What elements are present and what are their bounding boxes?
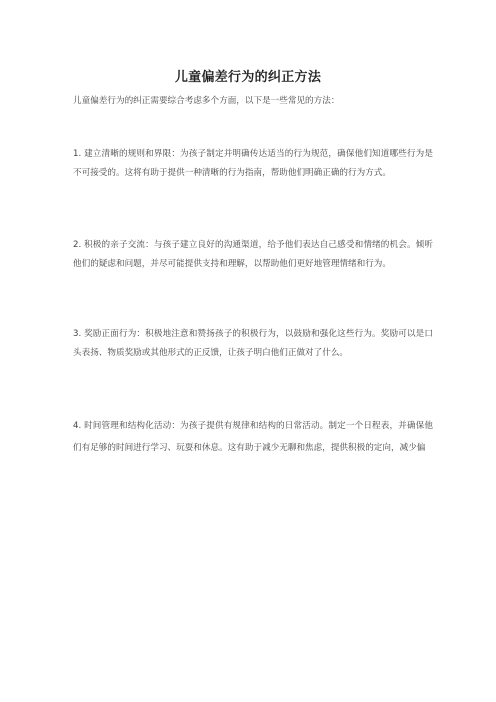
paragraph-2: 2. 积极的亲子交流：与孩子建立良好的沟通渠道，给予他们表达自己感受和情绪的机会。倾听他们的疑虑和问题，并尽可能提供支持和理解，以帮助他们更好地管理情绪和行为。	[73, 240, 433, 269]
paragraph-1: 1. 建立清晰的规则和界限：为孩子制定并明确传达适当的行为规范，确保他们知道哪些行为是不可接受的。这将有助于提供一种清晰的行为指南，帮助他们明确正确的行为方式。	[73, 149, 433, 178]
intro-text: 儿童偏差行为的纠正需要综合考虑多个方面，以下是一些常见的方法：	[73, 96, 340, 106]
paragraph-3: 3. 奖励正面行为：积极地注意和赞扬孩子的积极行为，以鼓励和强化这些行为。奖励可以是口头表扬、物质奖励或其他形式的正反馈，让孩子明白他们正做对了什么。	[73, 329, 433, 358]
document-title: 儿童偏差行为的纠正方法	[174, 70, 322, 85]
paragraph-4: 4. 时间管理和结构化活动：为孩子提供有规律和结构的日常活动。制定一个日程表，并确保他们有足够的时间进行学习、玩耍和休息。这有助于减少无聊和焦虑，提供积极的定向，减少偏	[73, 421, 433, 453]
